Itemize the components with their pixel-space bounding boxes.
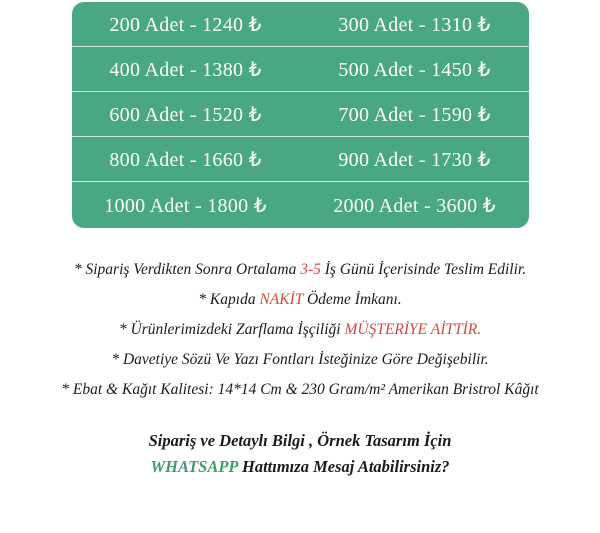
price-cell: 1000 Adet - 1800 ₺ [104, 194, 267, 217]
note-delivery-highlight: 3-5 [300, 261, 321, 278]
footer-contact-line: Sipariş ve Detaylı Bilgi , Örnek Tasarım İçin [148, 431, 452, 451]
note-delivery-part1: * Sipariş Verdikten Sonra Ortalama [73, 261, 301, 278]
table-row [72, 137, 529, 182]
table-row [72, 92, 529, 137]
note-delivery [0, 258, 600, 282]
note-delivery-part2: İş Günü İçerisinde Teslim Edilir. [320, 261, 527, 278]
price-cell: 700 Adet - 1590 ₺ [338, 103, 491, 126]
notes-section [0, 258, 600, 402]
price-cell: 200 Adet - 1240 ₺ [109, 13, 262, 36]
whatsapp-label[interactable]: WHATSAPP [150, 457, 238, 477]
note-payment [0, 288, 600, 312]
note-envelope-highlight: MÜŞTERİYE AİTTİR. [344, 321, 482, 339]
price-cell: 400 Adet - 1380 ₺ [109, 58, 262, 81]
footer-whatsapp-line [0, 454, 600, 480]
price-cell: 800 Adet - 1660 ₺ [109, 148, 262, 171]
price-cell: 500 Adet - 1450 ₺ [338, 58, 491, 81]
price-cell: 300 Adet - 1310 ₺ [338, 13, 491, 36]
footer-section [0, 428, 600, 481]
note-font: * Davetiye Sözü Ve Yazı Fontları İsteğinize Göre Değişebilir. [111, 351, 489, 369]
price-cell: 2000 Adet - 3600 ₺ [333, 194, 496, 217]
table-row [72, 2, 529, 47]
note-payment-part2: Ödeme İmkanı. [303, 291, 402, 309]
price-cell: 600 Adet - 1520 ₺ [109, 103, 262, 126]
note-payment-part1: * Kapıda [198, 291, 260, 309]
table-row [72, 182, 529, 228]
note-envelope-part1: * Ürünlerimizdeki Zarflama İşçiliği [118, 321, 345, 339]
note-envelope [0, 318, 600, 342]
price-table [72, 2, 529, 228]
note-payment-highlight: NAKİT [259, 291, 304, 309]
note-paper: * Ebat & Kağıt Kalitesi: 14*14 Cm & 230 Gram/m² Amerikan Bristrol Kâğıt [61, 381, 539, 399]
footer-whatsapp-rest: Hattımıza Mesaj Atabilirsiniz? [237, 457, 450, 477]
price-cell: 900 Adet - 1730 ₺ [338, 148, 491, 171]
table-row [72, 47, 529, 92]
page-root [0, 2, 600, 533]
